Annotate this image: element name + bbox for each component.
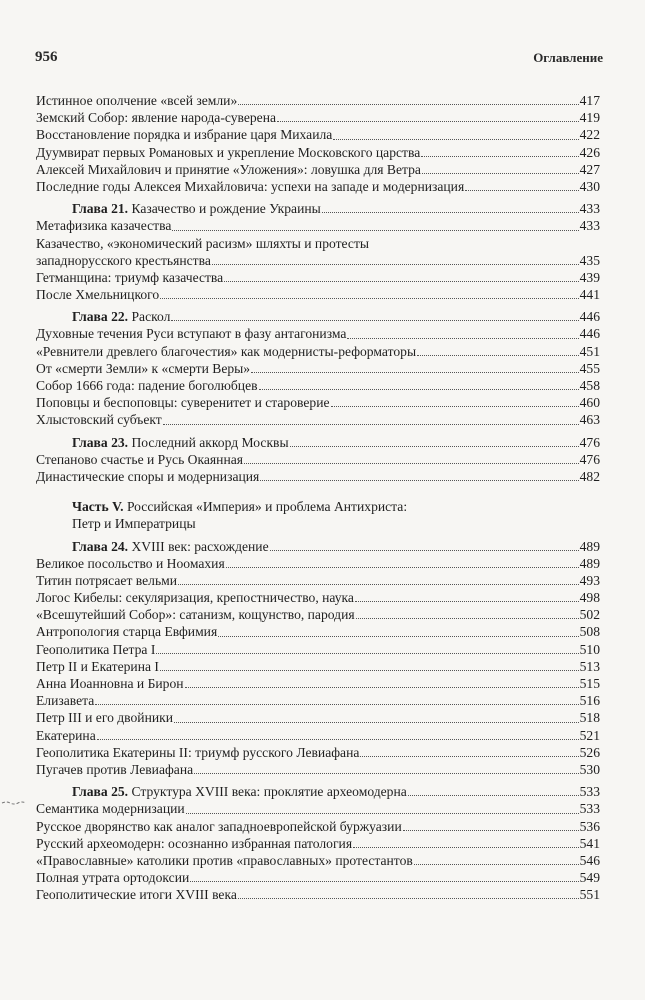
toc-title: «Всешутейший Собор»: сатанизм, кощунство, пародия: [36, 607, 355, 623]
toc-entry-wrapped: [36, 235, 600, 269]
toc-group: [36, 92, 600, 195]
leader-dots: [185, 686, 579, 688]
leader-dots: [333, 138, 578, 140]
leader-dots: [355, 600, 579, 602]
toc-page: 510: [579, 641, 600, 657]
toc-group: [36, 451, 600, 485]
toc-page: 541: [579, 835, 600, 851]
leader-dots: [238, 897, 579, 899]
toc-title: Геополитика Екатерины II: триумф русского Левиафана: [36, 744, 360, 760]
toc-title: «Ревнители древлего благочестия» как модернисты-реформаторы: [36, 343, 417, 359]
toc-title: Пугачев против Левиафана: [36, 761, 194, 777]
leader-dots: [171, 319, 578, 321]
toc-title: Екатерина: [36, 727, 96, 743]
toc-title: Духовные течения Руси вступают в фазу антагонизма: [36, 326, 347, 342]
toc-page: 476: [579, 434, 600, 450]
leader-dots: [408, 794, 579, 796]
toc-title: Петр III и его двойники: [36, 710, 174, 726]
toc-title: Собор 1666 года: падение боголюбцев: [36, 378, 258, 393]
toc-page: 446: [579, 309, 600, 325]
toc-page: 518: [579, 710, 600, 726]
leader-dots: [174, 721, 579, 723]
toc-entry: [36, 852, 600, 869]
toc-chapter-23: [36, 434, 600, 451]
toc-page: 521: [579, 727, 600, 743]
toc-page: 455: [579, 360, 600, 376]
toc-entry: [36, 343, 600, 360]
toc-chapter-25: [36, 783, 600, 800]
toc-title: Гетманщина: триумф казачества: [36, 269, 224, 285]
leader-dots: [95, 703, 578, 705]
toc-entry: [36, 325, 600, 342]
chapter-label: Глава 25.: [72, 784, 129, 800]
toc-page: 498: [579, 590, 600, 606]
toc-page: 460: [579, 395, 600, 411]
toc-title: Геополитические итоги XVIII века: [36, 887, 237, 903]
toc-page: 502: [579, 607, 600, 623]
toc-title-line2: западнорусского крестьянства: [36, 252, 211, 268]
chapter-title: Раскол: [131, 309, 171, 325]
toc-page: 489: [579, 538, 600, 554]
toc-title: Великое посольство и Ноомахия: [36, 555, 225, 571]
leader-dots: [290, 445, 579, 447]
leader-dots: [353, 846, 579, 848]
toc-entry: [36, 394, 600, 411]
toc-page: 463: [579, 412, 600, 428]
toc-entry: [36, 360, 600, 377]
toc-entry: [36, 818, 600, 835]
leader-dots: [403, 829, 579, 831]
toc-entry: [36, 92, 600, 109]
leader-dots: [277, 120, 579, 122]
toc-title-line1: Казачество, «экономический расизм» шляхты и протесты: [36, 235, 370, 251]
toc-title: Полная утрата ортодоксии: [36, 870, 190, 886]
toc-page: 439: [579, 269, 600, 285]
toc-page: 435: [579, 252, 600, 268]
toc-entry: [36, 692, 600, 709]
toc-page: 493: [579, 572, 600, 588]
toc-entry: [36, 589, 600, 606]
toc-title: «Православные» католики против «православных» протестантов: [36, 852, 413, 868]
leader-dots: [360, 755, 578, 757]
toc-page: 508: [579, 624, 600, 640]
toc-page: 451: [579, 343, 600, 359]
toc-entry: [36, 286, 600, 303]
toc-title: После Хмельницкого: [36, 287, 160, 303]
toc-entry: [36, 658, 600, 675]
toc-page: 433: [579, 218, 600, 234]
toc-chapter-24: [36, 538, 600, 555]
leader-dots: [465, 189, 578, 191]
leader-dots: [259, 388, 579, 390]
toc-title: Восстановление порядка и избрание царя Михаила: [36, 127, 333, 143]
toc-page: 482: [579, 468, 600, 484]
leader-dots: [212, 263, 579, 265]
toc-page: 417: [579, 92, 600, 108]
leader-dots: [190, 880, 578, 882]
toc-page: 549: [579, 870, 600, 886]
page-header: [35, 49, 603, 69]
running-title: Оглавление: [533, 50, 603, 65]
toc-chapter-22: [36, 308, 600, 325]
toc-page: 526: [579, 744, 600, 760]
leader-dots: [414, 863, 579, 865]
leader-dots: [186, 812, 579, 814]
toc-entry: [36, 555, 600, 572]
toc-page: 546: [579, 852, 600, 868]
leader-dots: [178, 583, 579, 585]
leader-dots: [421, 155, 578, 157]
toc-entry: [36, 217, 600, 234]
part-label: Часть V.: [72, 499, 124, 515]
toc-title: Последние годы Алексея Михайловича: успехи на западе и модернизация: [36, 178, 465, 194]
leader-dots: [226, 566, 579, 568]
toc-entry: [36, 178, 600, 195]
toc-entry: [36, 468, 600, 485]
toc-title: Алексей Михайлович и принятие «Уложения»: ловушка для Ветра: [36, 161, 421, 177]
toc-page: 533: [579, 784, 600, 800]
toc-page: 476: [579, 451, 600, 467]
leader-dots: [224, 280, 578, 282]
toc-entry: [36, 109, 600, 126]
toc-group: [36, 325, 600, 428]
leader-dots: [347, 337, 578, 339]
page-number: 956: [35, 49, 58, 65]
leader-dots: [218, 635, 578, 637]
toc-page: 530: [579, 761, 600, 777]
toc-title: Русское дворянство как аналог западноевропейской буржуазии: [36, 818, 402, 834]
toc-group: [36, 269, 600, 303]
chapter-title: Последний аккорд Москвы: [131, 434, 289, 450]
chapter-label: Глава 24.: [72, 538, 129, 554]
chapter-label: Глава 21.: [72, 201, 129, 217]
toc-entry: [36, 161, 600, 178]
toc-title: От «смерти Земли» к «смерти Веры»: [36, 360, 251, 376]
toc-page: 430: [579, 178, 600, 194]
leader-dots: [260, 479, 578, 481]
leader-dots: [244, 462, 579, 464]
toc-entry: [36, 675, 600, 692]
toc-group: [36, 555, 600, 778]
table-of-contents: [36, 92, 600, 903]
toc-page: 489: [579, 555, 600, 571]
toc-title: Земский Собор: явление народа-суверена: [36, 110, 277, 126]
part-title-line2: Петр и Императрицы: [72, 516, 196, 532]
toc-title: Хлыстовский субъект: [36, 412, 162, 428]
toc-page: 427: [579, 161, 600, 177]
toc-entry: [36, 800, 600, 817]
toc-entry: [36, 377, 600, 394]
toc-title: Елизавета: [36, 693, 95, 709]
toc-title: Династические споры и модернизация: [36, 468, 260, 484]
toc-page: 513: [579, 658, 600, 674]
toc-title: Русский археомодерн: осознанно избранная патология: [36, 835, 353, 851]
leader-dots: [356, 617, 579, 619]
leader-dots: [156, 652, 578, 654]
toc-title: Геополитика Петра I: [36, 641, 156, 657]
toc-page: 515: [579, 676, 600, 692]
toc-entry: [36, 835, 600, 852]
leader-dots: [422, 172, 579, 174]
toc-group: [36, 217, 600, 234]
toc-entry: [36, 144, 600, 161]
toc-page: 419: [579, 110, 600, 126]
toc-page: 422: [579, 127, 600, 143]
toc-entry: [36, 727, 600, 744]
toc-title: Анна Иоанновна и Бирон: [36, 676, 184, 692]
toc-chapter-21: [36, 200, 600, 217]
leader-dots: [97, 738, 579, 740]
toc-entry: [36, 126, 600, 143]
chapter-label: Глава 23.: [72, 434, 129, 450]
toc-entry: [36, 269, 600, 286]
part-title: Российская «Империя» и проблема Антихриста:: [126, 499, 408, 515]
toc-title: Дуумвират первых Романовых и укрепление Московского царства: [36, 144, 421, 160]
toc-title: Истинное ополчение «всей земли»: [36, 92, 238, 108]
toc-entry: [36, 572, 600, 589]
leader-dots: [172, 229, 578, 231]
leader-dots: [160, 669, 579, 671]
leader-dots: [238, 103, 578, 105]
toc-page: 533: [579, 801, 600, 817]
toc-title: Антропология старца Евфимия: [36, 624, 218, 640]
leader-dots: [160, 297, 578, 299]
leader-dots: [194, 772, 578, 774]
toc-entry: [36, 709, 600, 726]
toc-entry: [36, 606, 600, 623]
toc-entry: [36, 869, 600, 886]
toc-entry: [36, 641, 600, 658]
leader-dots: [270, 549, 579, 551]
leader-dots: [163, 423, 579, 425]
toc-part-5: [36, 498, 600, 532]
leader-dots: [417, 354, 579, 356]
toc-entry: [36, 744, 600, 761]
leader-dots: [322, 211, 579, 213]
chapter-label: Глава 22.: [72, 309, 129, 325]
toc-title: Титин потрясает вельми: [36, 572, 178, 588]
leader-dots: [331, 405, 579, 407]
toc-title: Метафизика казачества: [36, 218, 172, 234]
toc-title: Логос Кибелы: секуляризация, крепостничество, наука: [36, 590, 354, 606]
toc-group: [36, 800, 600, 903]
toc-page: 433: [579, 201, 600, 217]
toc-page: 536: [579, 818, 600, 834]
toc-title: Поповцы и беспоповцы: суверенитет и староверие: [36, 395, 330, 411]
chapter-title: Структура XVIII века: проклятие археомодерна: [131, 784, 407, 800]
chapter-title: XVIII век: расхождение: [131, 538, 269, 554]
chapter-title: Казачество и рождение Украины: [131, 201, 321, 217]
leader-dots: [251, 371, 579, 373]
toc-entry: [36, 623, 600, 640]
toc-page: 446: [579, 326, 600, 342]
toc-entry: [36, 411, 600, 428]
toc-page: 458: [579, 378, 600, 393]
pen-mark: [0, 800, 40, 806]
toc-entry: [36, 761, 600, 778]
toc-page: 516: [579, 693, 600, 709]
toc-page: 551: [579, 887, 600, 903]
toc-entry: [36, 451, 600, 468]
toc-page: 426: [579, 144, 600, 160]
toc-title: Степаново счастье и Русь Окаянная: [36, 451, 243, 467]
toc-page: 441: [579, 287, 600, 303]
toc-title: Петр II и Екатерина I: [36, 658, 159, 674]
toc-title: Семантика модернизации: [36, 801, 185, 817]
toc-entry: [36, 886, 600, 903]
